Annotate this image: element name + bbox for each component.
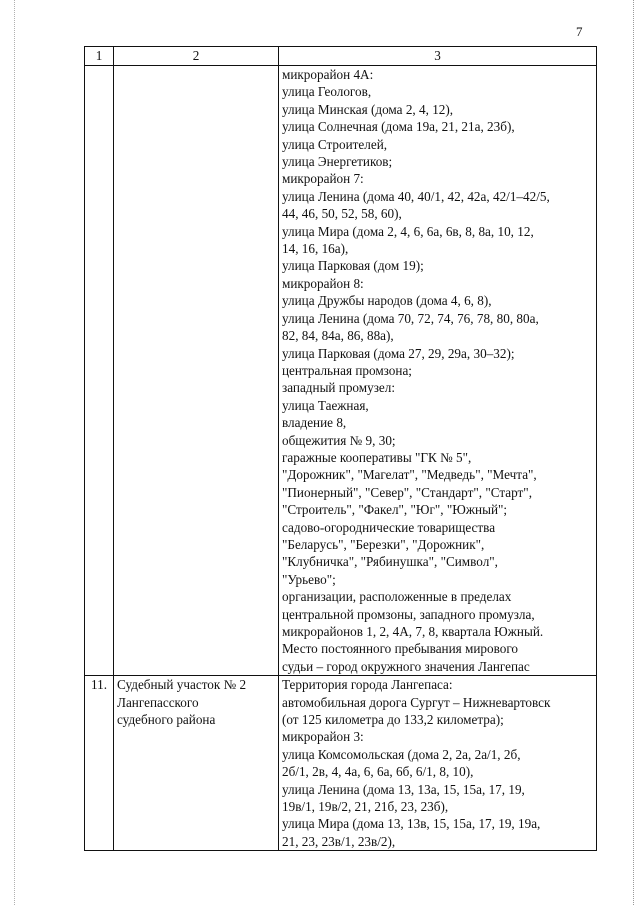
territory-line: улица Строителей, <box>282 136 388 152</box>
territory-line: улица Мира (дома 2, 4, 6, 6а, 6в, 8, 8а, 10, 12, <box>282 223 534 239</box>
territory-line: улица Таежная, <box>282 397 369 413</box>
territory-line: владение 8, <box>282 415 347 431</box>
territory-line: улица Ленина (дома 13, 13а, 15, 15а, 17, 19, <box>282 781 525 797</box>
territory-line: 19в/1, 19в/2, 21, 21б, 23, 23б), <box>282 799 449 815</box>
territory-line: Место постоянного пребывания мирового <box>282 641 519 657</box>
territory-cell <box>279 676 597 851</box>
row-number-cell <box>85 66 114 676</box>
territory-line: 82, 84, 84а, 86, 88а), <box>282 328 394 344</box>
territory-line: "Строитель", "Факел", "Юг", "Южный"; <box>282 502 508 518</box>
territory-line: Территория города Лангепаса: <box>282 677 453 693</box>
page-number: 7 <box>576 24 583 39</box>
territory-line: общежития № 9, 30; <box>282 432 396 448</box>
territory-line: улица Мира (дома 13, 13в, 15, 15а, 17, 19, 19а, <box>282 816 541 832</box>
territory-line: "Дорожник", "Магелат", "Медведь", "Мечта", <box>282 467 537 483</box>
territory-line: улица Ленина (дома 70, 72, 74, 76, 78, 80, 80а, <box>282 310 539 326</box>
district-name-cell <box>114 676 279 851</box>
territory-line: "Клубничка", "Рябинушка", "Символ", <box>282 554 498 570</box>
territory-line: 21, 23, 23в/1, 23в/2), <box>282 833 396 849</box>
district-name-cell <box>114 66 279 676</box>
territory-cell <box>279 66 597 676</box>
territory-line: микрорайонов 1, 2, 4А, 7, 8, квартала Южный. <box>282 624 544 639</box>
territory-line: улица Комсомольская (дома 2, 2а, 2а/1, 2б, <box>282 746 521 762</box>
territory-line: центральная промзона; <box>282 362 412 378</box>
territory-line: улица Геологов, <box>282 84 372 100</box>
territory-line: "Беларусь", "Березки", "Дорожник", <box>282 536 485 552</box>
territory-line: улица Дружбы народов (дома 4, 6, 8), <box>282 293 492 309</box>
district-name-line: Судебный участок № 2 <box>117 677 247 693</box>
territory-line: садово-огороднические товарищества <box>282 519 496 535</box>
table-row-11 <box>85 676 597 851</box>
territory-line: улица Парковая (дома 27, 29, 29а, 30–32); <box>282 345 515 361</box>
territory-line: микрорайон 4А: <box>282 67 374 82</box>
territory-line: микрорайон 3: <box>282 729 364 745</box>
territory-line: гаражные кооперативы "ГК № 5", <box>282 449 472 465</box>
territory-line: улица Ленина (дома 40, 40/1, 42, 42а, 42/1–42/5, <box>282 188 550 204</box>
territory-line: "Пионерный", "Север", "Стандарт", "Старт", <box>282 484 532 500</box>
table-header-row <box>85 47 597 66</box>
territory-line: автомобильная дорога Сургут – Нижневартовск <box>282 694 551 710</box>
territory-line: организации, расположенные в пределах <box>282 589 512 605</box>
territory-line: (от 125 километра до 133,2 километра); <box>282 712 504 728</box>
column-header-3: 3 <box>279 47 597 66</box>
row-number-cell: 11. <box>85 676 114 851</box>
binding-edge-left <box>14 0 16 905</box>
column-header-1: 1 <box>85 47 114 66</box>
court-districts-table <box>84 46 597 851</box>
territory-line: 2б/1, 2в, 4, 4а, 6, 6а, 6б, 6/1, 8, 10), <box>282 764 474 780</box>
territory-line: улица Парковая (дом 19); <box>282 258 424 274</box>
territory-line: 44, 46, 50, 52, 58, 60), <box>282 206 402 222</box>
territory-line: микрорайон 8: <box>282 275 364 291</box>
territory-line: центральной промзоны, западного промузла, <box>282 606 535 622</box>
territory-line: 14, 16, 16а), <box>282 241 349 257</box>
district-name-line: Лангепасского <box>117 694 199 710</box>
table-row-continuation <box>85 66 597 676</box>
column-header-2: 2 <box>114 47 279 66</box>
territory-line: улица Минская (дома 2, 4, 12), <box>282 101 454 117</box>
territory-line: улица Солнечная (дома 19а, 21, 21а, 23б), <box>282 119 515 135</box>
territory-line: западный промузел: <box>282 380 396 396</box>
territory-line: "Урьево"; <box>282 571 336 587</box>
territory-line: микрорайон 7: <box>282 171 364 187</box>
binding-edge-right <box>632 0 634 905</box>
territory-line: улица Энергетиков; <box>282 154 393 170</box>
territory-line: судьи – город окружного значения Лангепас <box>282 658 530 674</box>
district-name-line: судебного района <box>117 712 216 728</box>
